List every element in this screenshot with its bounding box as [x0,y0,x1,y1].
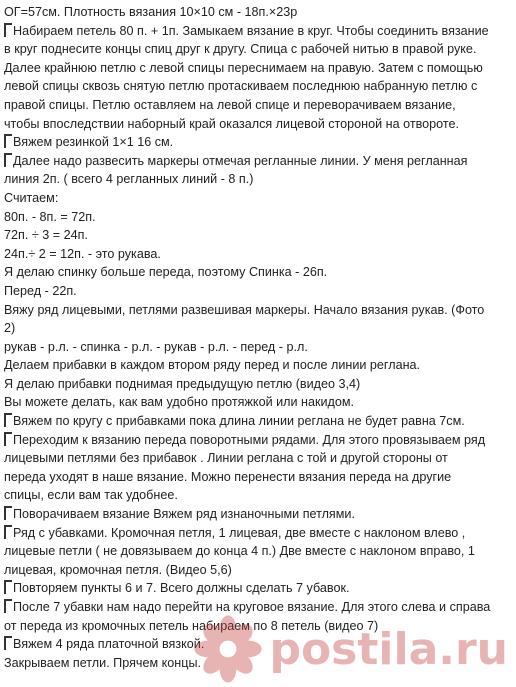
text-line-content: Вяжем по кругу с прибавками пока длина линии реглана не будет равна 7см. [13,414,465,429]
text-line [4,412,514,431]
text-line [4,226,514,245]
text-line [4,393,514,412]
bracket-mark-icon [4,23,12,37]
text-line-content: Далее надо развесить маркеры отмечая регланные линии. У меня регланная [13,153,468,168]
text-line [4,338,514,357]
bracket-mark-icon [4,580,12,594]
text-line-content: После 7 убавки нам надо перейти на круговое вязание. Для этого слева и справа [13,600,491,614]
text-line [4,635,514,654]
text-line-content: Далее крайнюю петлю с левой спицы переснимаем на правую. Затем с помощью [4,60,483,75]
text-line [4,170,514,189]
text-line-content: Считаем: [4,190,59,205]
text-line [4,598,514,617]
text-line [4,96,514,115]
text-line-content: Ряд с убавками. Кромочная петля, 1 лицевая, две вместе с наклоном влево , [13,525,466,540]
text-line-content: Повторяем пункты 6 и 7. Всего должны сделать 7 убавок. [13,581,350,596]
text-line [4,542,514,561]
text-line-content: Вяжем резинкой 1×1 16 см. [13,135,174,150]
text-line [4,524,514,543]
text-line [4,301,514,320]
text-line [4,356,514,375]
text-line-content: Я делаю спинку больше переда, поэтому Спинка - 26п. [4,265,328,280]
text-line-content: чтобы впоследствии наборный край оказался лицевой стороной на отвороте. [4,116,460,131]
text-line-content: ОГ=57см. Плотность вязания 10×10 см - 18п.×23р [4,5,298,19]
text-line-content: 2) [4,321,16,336]
text-line-content: рукав - р.л. - спинка - р.л. - рукав - р.л. - перед - р.л. [4,339,308,354]
bracket-mark-icon [4,153,12,167]
watermark-text: postila.ru [269,623,508,675]
text-line-content: Вы можете делать, как вам удобно протяжкой или накидом. [4,395,355,410]
text-line-content: Закрываем петли. Прячем концы. [4,655,201,670]
text-line [4,561,514,580]
text-line-content: лицевыми петлями без прибавок . Линии реглана с той и другой стороны от [4,451,448,466]
text-line-content: лицевая, кромочная петля. (Видео 5,6) [4,562,232,577]
bracket-mark-icon [4,525,12,539]
text-line [4,40,514,59]
text-line-content: лицевые петли ( не довязываем до конца 4 п.) Две вместе с наклоном вправо, 1 [4,544,475,559]
text-line-content: линия 2п. ( всего 4 регланных линий - 8 п.) [4,172,254,187]
text-line [4,59,514,78]
text-line [4,152,514,171]
text-line [4,319,514,338]
text-line-content: Я делаю прибавки поднимая предыдущую петлю (видео 3,4) [4,376,361,391]
text-line [4,282,514,301]
text-line-content: Вяжем 4 ряда платочной вязкой. [13,637,205,652]
text-line [4,133,514,152]
text-line-content: Делаем прибавки в каждом втором ряду перед и после линии реглана. [4,358,421,373]
text-line [4,431,514,450]
text-line [4,22,514,41]
text-line-content: от переда из кромочных петель набираем по 8 петель (видео 7) [4,618,379,633]
text-line [4,617,514,636]
text-line [4,208,514,227]
text-line [4,505,514,524]
text-line [4,449,514,468]
text-line-content: Перед - 22п. [4,283,77,298]
text-line-content: левой спицы сквозь снятую петлю протаскиваем последнюю набранную петлю с [4,79,478,94]
bracket-mark-icon [4,413,12,427]
text-line-content: Вяжу ряд лицевыми, петлями развешивая маркеры. Начало вязания рукав. (Фото [4,302,485,317]
text-line-content: Набираем петель 80 п. + 1п. Замыкаем вязание в круг. Чтобы соединить вязание [13,23,489,38]
bracket-mark-icon [4,134,12,148]
text-line [4,189,514,208]
bracket-mark-icon [4,506,12,520]
text-line [4,579,514,598]
text-line-content: 72п. ÷ 3 = 24п. [4,228,88,243]
text-line [4,486,514,505]
text-line [4,3,514,22]
bracket-mark-icon [4,599,12,613]
text-line-content: 80п. - 8п. = 72п. [4,209,96,224]
text-line-content: Поворачиваем вязание Вяжем ряд изнаночными петлями. [13,507,355,522]
text-line [4,654,514,673]
text-line [4,245,514,264]
text-line [4,375,514,394]
text-line-content: Переходим к вязанию переда поворотными рядами. Для этого провязываем ряд [13,432,486,447]
knitting-instructions [4,3,514,672]
text-line [4,263,514,282]
text-line-content: в круг поднесите концы спиц друг к другу. Спица с рабочей нитью в правой руке. [4,42,477,57]
text-line-content: 24п.÷ 2 = 12п. - это рукава. [4,246,161,261]
bracket-mark-icon [4,432,12,446]
text-line [4,77,514,96]
text-line-content: переда уходят в наше вязание. Можно перенести вязания переда на другие [4,469,452,484]
bracket-mark-icon [4,636,12,650]
text-line [4,468,514,487]
text-line-content: спицы, если вам так удобнее. [4,488,178,503]
text-line [4,115,514,134]
text-line-content: правой спицы. Петлю оставляем на левой спице и переворачиваем вязание, [4,97,456,112]
